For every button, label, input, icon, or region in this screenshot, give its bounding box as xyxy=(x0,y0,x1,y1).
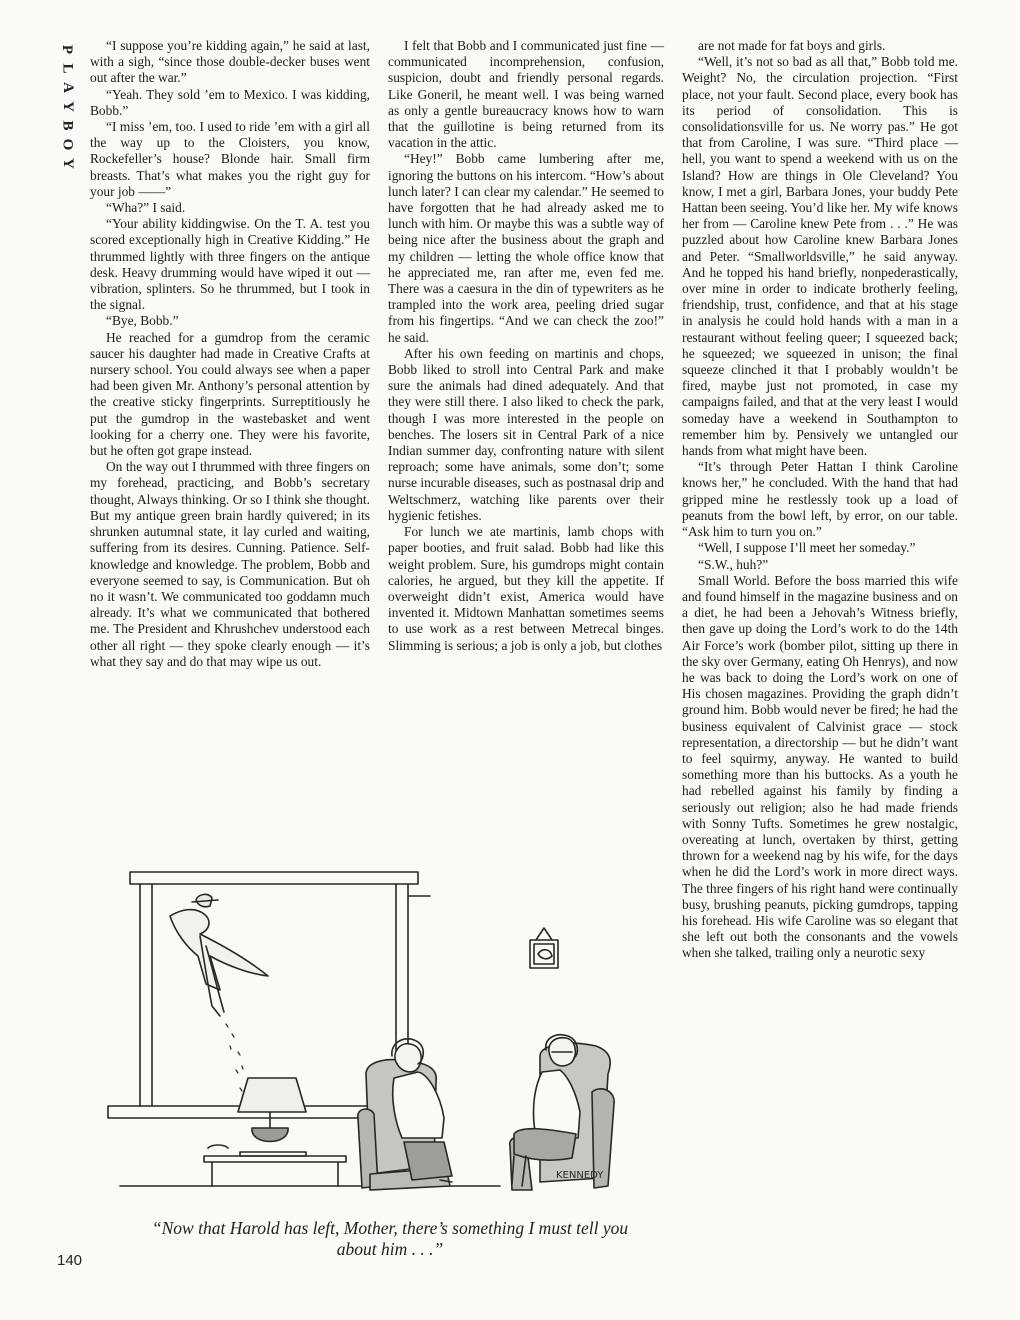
paragraph: “Your ability kiddingwise. On the T. A. test you scored exceptionally high in Creative Kidding.” He thrummed lightly with three fingers on the antique desk. Heavy drumming would have wiped it out — vibration, splinters. So he thrummed, but I took in the signal. xyxy=(90,216,370,313)
paragraph: For lunch we ate martinis, lamb chops with paper booties, and fruit salad. Bobb had like this weight problem. Sure, his gumdrops might contain calories, he argued, but they kill the appetite. If overweight didn’t exist, America would have invented it. Midtown Manhattan sometimes seems to use work as a rest between Metrecal binges. Slimming is serious; a job is only a job, but clothes xyxy=(388,524,664,653)
paragraph: “Wha?” I said. xyxy=(106,200,186,216)
paragraph: “Well, it’s not so bad as all that,” Bobb told me. Weight? No, the circulation projection. “First place, not your fault. Second place, every book has its period of consolidation. This is consolidationsville for us. Ne worry pas.” He got that from Caroline, I was sure. “Third place — hell, you want to spend a weekend with us on the Island? How are things in Ole Cleveland? You know, I met a girl, Barbara Jones, your buddy Pete Hattan been seeing. You’d like her. My wife knows her from — Caroline knew Pete from . . .” He was puzzled about how Caroline knew Barbara Jones and Peter. “Smallworldsville,” he said anyway. And he topped his hand briefly, nonpederastically, over mine in order to indicate brotherly feeling, friendship, trust, confidence, and that at his stage in analysis he could hold hands with a man in a restaurant without feeling queer; I squeezed back; he squeezed; we squeezed in unison; the final squeeze clinched it that I probably wouldn’t be fired, maybe just not promoted, in case my campaigns failed, and that at the very least I would someday have a weekend in Southampton to remember him by. Pensively we untangled our hands from what might have been. xyxy=(682,54,958,459)
masthead-playboy: P L A Y B O Y xyxy=(59,44,76,169)
cartoon-signature: KENNEDY xyxy=(556,1170,604,1181)
paragraph: “It’s through Peter Hattan I think Caroline knows her,” he concluded. With the hand that had gripped mine he restlessly took up a load of peanuts from the bowl left, by error, on our table. “Ask him to turn you on.” xyxy=(682,459,958,540)
paragraph: “I miss ’em, too. I used to ride ’em with a girl all the way up to the Cloisters, you know, Rockefeller’s house? Blonde hair. Small firm breasts. That’s what makes you the right guy for your job ——” xyxy=(90,119,370,199)
paragraph: On the way out I thrummed with three fingers on my forehead, practicing, and Bobb’s secretary thought, Always thinking. Or so I think she thought. But my antique green brain hardly quivered; in its shrunken autumnal state, it lay curled and waiting, suffering from its desires. Cunning. Patience. Self-knowledge and knowledge. The problem, Bobb and everyone seemed to say, is Communication. But oh no it wasn’t. We communicated too goddamn much already. It’s what we communicated that bothered me. The President and Khrushchev understood each other all right — they spoke clearly enough — it’s what they say and do that may wipe us out. xyxy=(90,459,370,669)
text-column-1 xyxy=(90,38,370,670)
cartoon-caption: “Now that Harold has left, Mother, there’s something I must tell you about him . . .” xyxy=(151,1218,629,1259)
paragraph: Small World. Before the boss married this wife and found himself in the magazine business and on a diet, he had been a Jehovah’s Witness briefly, then gave up doing the Lord’s work to do the 14th Air Force’s work (bomber pilot, sitting up there in the sky over Germany, eating Oh Henrys), and now he was back to doing the Lord’s work on one of His chosen magazines. Providing the graph didn’t ground him. Bobb would never be fired; he had the business equivalent of Calvinist grace — stock representation, a directorship — but he didn’t want to feel squirmy, anyway. He wanted to build something more than his buttocks. As a youth he had rebelled against his family by finding a seriously out religion; also he had made friends with Sonny Tufts. Sometimes he grew nostalgic, overeating at lunch, overtaken by thirst, getting thrown for a weekend nag by his wife, for the days when he did the Lord’s work in more direct ways. The three fingers of his right hand were continually busy, brushing peanuts, picking gumdrops, tapping his forehead. His wife Caroline was so elegant that she left out both the consonants and the vowels when she talked, trailing only a neurotic sexy xyxy=(682,572,958,961)
paragraph: He reached for a gumdrop from the ceramic saucer his daughter had made in Creative Crafts at nursery school. You could always see when a paper had been given Mr. Anthony’s personal attention by the creative sticky fingerprints. Surreptitiously he put the gumdrop in the wastebasket and went looking for a cherry one. They were his favorite, but he often got grape instead. xyxy=(90,329,370,459)
paragraph: are not made for fat boys and girls. xyxy=(698,38,886,53)
paragraph: I felt that Bobb and I communicated just fine — communicated incomprehension, confusion, suspicion, doubt and friendly personal regards. Like Goneril, he meant well. I was being warned as only a gentle bureaucracy knows how to warn that the guillotine is being returned from its vacation in the attic. xyxy=(388,38,664,151)
cartoon-illustration xyxy=(100,856,664,1202)
paragraph: “I suppose you’re kidding again,” he said at last, with a sigh, “since those double-decker buses went out after the war.” xyxy=(90,38,370,86)
paragraph: After his own feeding on martinis and chops, Bobb liked to stroll into Central Park and make sure the animals had dined adequately. And that they were still there. I also liked to check the park, though I was more interested in the people on benches. The losers sit in Central Park of a nice Indian summer day, confronting nature with silent reproach; some have animals, some don’t; some nurse incurable diseases, such as postnasal drip and Weltschmerz, watching like parents over their hygienic fetishes. xyxy=(388,345,664,523)
text-column-3 xyxy=(682,38,958,962)
text-column-2 xyxy=(388,38,664,654)
paragraph: “Hey!” Bobb came lumbering after me, ignoring the buttons on his intercom. “How’s about lunch later? I can clear my calendar.” He seemed to have forgotten that he had already asked me to lunch with him. Or maybe this was a subtle way of being nice after the business about the graph and my children — letting the whole office know that he appreciated me, ran after me, even fed me. There was a caesura in the din of typewriters as he trampled into the work area, peeling dried sugar from his fingertips. “And we can check the zoo!” he said. xyxy=(388,151,664,345)
paragraph: “Well, I suppose I’ll meet her someday.” xyxy=(698,540,916,556)
paragraph: “Bye, Bobb.” xyxy=(106,313,179,329)
paragraph: “S.W., huh?” xyxy=(698,556,769,572)
page-number: 140 xyxy=(57,1252,83,1269)
paragraph: “Yeah. They sold ’em to Mexico. I was kidding, Bobb.” xyxy=(90,86,370,118)
